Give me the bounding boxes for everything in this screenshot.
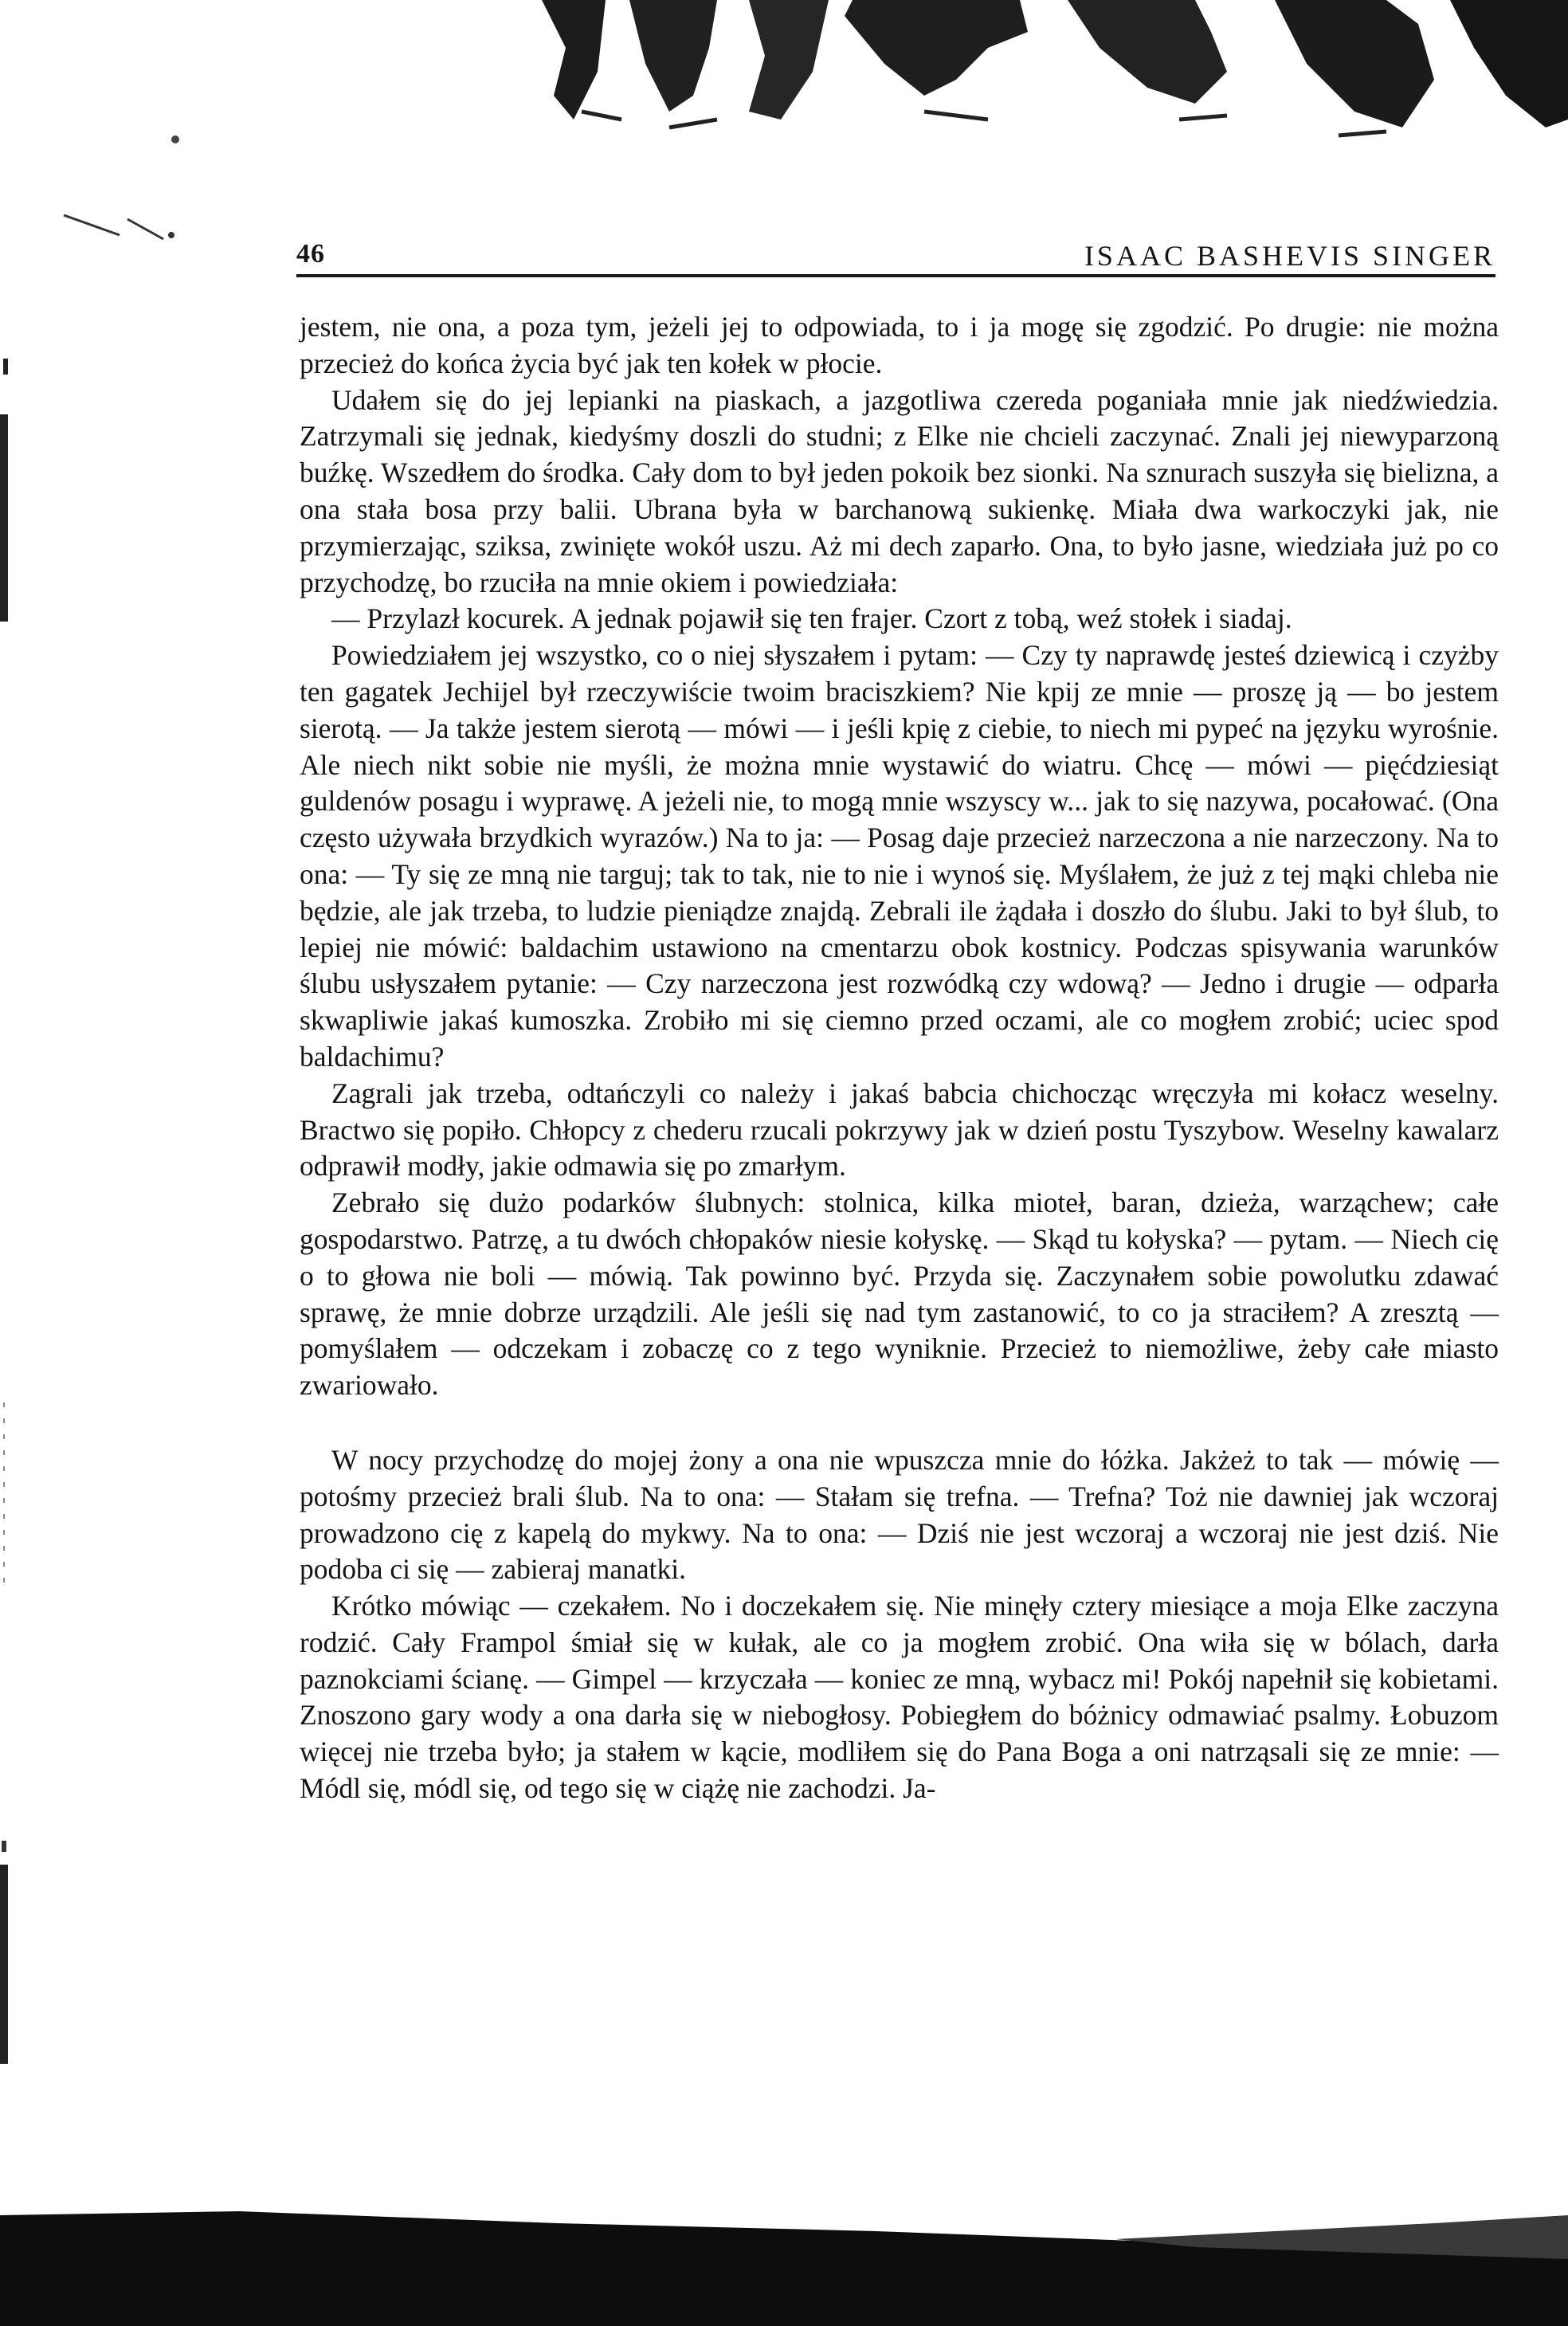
paragraph: W nocy przychodzę do mojej żony a ona nie wpuszcza mnie do łóżka. Jakżeż to tak — mówię — potośmy przecież brali ślub. Na to ona: — Stałam się trefna. — Trefna? Toż nie dawniej jak wczoraj prowadzono cię z kapelą do mykwy. Na to ona: — Dziś nie jest wczoraj a wczoraj nie jest dziś. Nie podoba ci się — zabieraj manatki. <box>300 1443 1499 1586</box>
paragraph: jestem, nie ona, a poza tym, jeżeli jej to odpowiada, to i ja mogę się zgodzić. Po drugie: nie można przecież do końca życia być jak ten kołek w płocie. <box>300 311 1499 379</box>
header-rule <box>296 274 1495 277</box>
page-number: 46 <box>296 239 325 269</box>
top-illustration-fragment <box>510 0 1568 151</box>
paragraph: Powiedziałem jej wszystko, co o niej słyszałem i pytam: — Czy ty naprawdę jesteś dziewicą i czyżby ten gagatek Jechijel był rzeczywiście twoim braciszkiem? Nie kpij ze mnie — proszę ją — bo jestem sierotą. — Ja także jestem sierotą — mówi — i jeśli kpię z ciebie, to niech mi pypeć na języku wyrośnie. Ale niech nikt sobie nie myśli, że można mnie wystawić do wiatru. Chcę — mówi — pięćdziesiąt guldenów posagu i wyprawę. A jeżeli nie, to mogą mnie wszyscy w... jak to się nazywa, pocałować. (Ona często używała brzydkich wyrazów.) Na to ja: — Posag daje przecież narzeczona a nie narzeczony. Na to ona: — Ty się ze mną nie targuj; tak to tak, nie to nie i wynoś się. Myślałem, że już z tej mąki chleba nie będzie, ale jak trzeba, to ludzie pieniądze znajdą. Zebrali ile żądała i doszło do ślubu. Jaki to był ślub, to lepiej nie mówić: baldachim ustawiono na cmentarzu obok kostnicy. Podczas spisywania warunków ślubu usłyszałem pytanie: — Czy narzeczona jest rozwódką czy wdową? — Jedno i drugie — odparła skwapliwie jakaś kumoszka. Zrobiło mi się ciemno przed oczami, ale co mogłem zrobić; uciec spod baldachimu? <box>300 639 1499 1073</box>
running-head-author: ISAAC BASHEVIS SINGER <box>1084 240 1495 272</box>
body-text <box>300 309 1499 1807</box>
paragraph: Krótko mówiąc — czekałem. No i doczekałem się. Nie minęły cztery miesiące a moja Elke zaczyna rodzić. Cały Frampol śmiał się w kułak, ale co ja mogłem zrobić. Ona wiła się w bólach, darła paznokciami ścianę. — Gimpel — krzyczała — koniec ze mną, wybacz mi! Pokój napełnił się kobietami. Znoszono gary wody a ona darła się w niebogłosy. Pobiegłem do bóżnicy odmawiać psalmy. Łobuzom więcej nie trzeba było; ja stałem w kącie, modliłem się do Pana Boga a oni natrząsali się ze mnie: — Módl się, módl się, od tego się w ciążę nie zachodzi. Ja- <box>300 1590 1499 1805</box>
scan-bottom-shadow <box>0 2183 1568 2326</box>
paragraph: — Przylazł kocurek. A jednak pojawił się ten frajer. Czort z tobą, weź stołek i siadaj. <box>331 602 1292 635</box>
paragraph: Zebrało się dużo podarków ślubnych: stolnica, kilka mioteł, baran, dzieża, warząchew; całe gospodarstwo. Patrzę, a tu dwóch chłopaków niesie kołyskę. — Skąd tu kołyska? — pytam. — Niech cię o to głowa nie boli — mówią. Tak powinno być. Przyda się. Zaczynałem sobie powolutku zdawać sprawę, że mnie dobrze urządzili. Ale jeśli się nad tym zastanowić, to co ja straciłem? A zresztą — pomyślałem — odczekam i zobaczę co z tego wyniknie. Przecież to niemożliwe, żeby całe miasto zwariowało. <box>300 1187 1499 1402</box>
page-header <box>296 231 1495 279</box>
section-break <box>300 1404 1499 1442</box>
scan-margin-marks <box>0 0 207 2326</box>
paragraph: Udałem się do jej lepianki na piaskach, a jazgotliwa czereda poganiała mnie jak niedźwiedzia. Zatrzymali się jednak, kiedyśmy doszli do studni; z Elke nie chcieli zaczynać. Znali jej niewyparzoną buźkę. Wszedłem do środka. Cały dom to był jeden pokoik bez sionki. Na sznurach suszyła się bielizna, a ona stała bosa przy balii. Ubrana była w barchanową sukienkę. Miała dwa warkoczyki jak, nie przymierzając, sziksa, zwinięte wokół uszu. Aż mi dech zaparło. Ona, to było jasne, wiedziała już po co przychodzę, bo rzuciła na mnie okiem i powiedziała: <box>300 383 1499 598</box>
paragraph: Zagrali jak trzeba, odtańczyli co należy i jakaś babcia chichocząc wręczyła mi kołacz weselny. Bractwo się popiło. Chłopcy z chederu rzucali pokrzywy jak w dzień postu Tyszybow. Weselny kawalarz odprawił modły, jakie odmawia się po zmarłym. <box>300 1077 1499 1183</box>
